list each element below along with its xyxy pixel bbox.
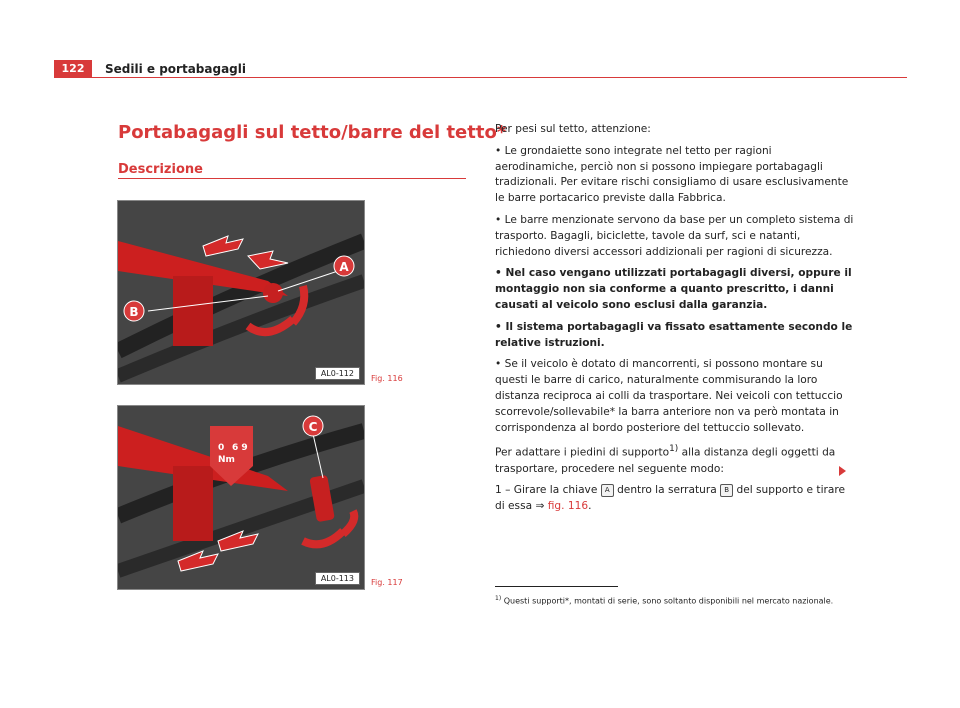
- figure-116-label: Fig. 116: [371, 374, 403, 383]
- paragraph-gutters: • Le grondaiette sono integrate nel tetto per ragioni aerodinamiche, perciò non si possono impiegare portabagagli tradizionali. Per evitare rischi consigliamo di usare esclusivamente le barre portacarico previste dalla Fabbrica.: [495, 144, 849, 205]
- footnote-mark: 1): [495, 595, 502, 602]
- figure-117-label: Fig. 117: [371, 578, 403, 587]
- paragraph-intro: Per pesi sul tetto, attenzione:: [495, 123, 651, 135]
- step-1-text-a: 1 – Girare la chiave: [495, 484, 601, 497]
- torque-value: 6 9: [232, 443, 248, 453]
- adjust-feet-text-a: Per adattare i piedini di supporto: [495, 446, 670, 459]
- header-title: Sedili e portabagagli: [105, 62, 246, 76]
- torque-unit: Nm: [218, 455, 235, 465]
- adjust-feet-text-b: alla distanza degli oggetti da trasportare, procedere nel seguente modo:: [495, 446, 836, 475]
- figure-117: [117, 405, 365, 590]
- callout-a: A: [339, 260, 349, 274]
- body-text: [495, 122, 855, 521]
- ref-b-badge: B: [720, 484, 733, 497]
- paragraph-warranty-warning: • Nel caso vengano utilizzati portabagagli diversi, oppure il montaggio non sia conforme a quanto prescritto, i danni causati al veicolo sono esclusi dalla garanzia.: [495, 267, 852, 311]
- callout-c: C: [308, 420, 318, 434]
- section-title: Portabagagli sul tetto/barre del tetto*: [118, 122, 507, 143]
- figure-116-code: AL0-112: [315, 367, 360, 380]
- paragraph-roof-rails: • Se il veicolo è dotato di mancorrenti, si possono montare su questi le barre di carico, naturalmente commisurando la loro distanza reciproca ai colli da trasportare. Nei veicoli con tettuccio scorrevole/sollevabile* la barra anteriore non va però montata in corrispondenza al bordo posteriore del tettuccio sollevato.: [495, 358, 843, 434]
- step-1-text-c: del supporto e tirare di essa ⇒: [495, 484, 846, 513]
- footnote-text: Questi supporti*, montati di serie, sono soltanto disponibili nel mercato nazionale.: [501, 596, 834, 606]
- step-1-text-b: dentro la serratura: [613, 484, 721, 497]
- page-number: 122: [54, 60, 92, 78]
- subtitle-rule: [118, 178, 466, 179]
- section-subtitle: Descrizione: [118, 162, 203, 177]
- figure-117-illustration: [118, 406, 364, 589]
- figure-116: [117, 200, 365, 385]
- paragraph-fixing-instructions: • Il sistema portabagagli va fissato esattamente secondo le relative istruzioni.: [495, 320, 853, 349]
- footnote-reference: 1): [669, 444, 679, 455]
- paragraph-transport-system: • Le barre menzionate servono da base per un completo sistema di trasporto. Bagagli, biciclette, tavole da surf, sci e natanti, richiedono diversi accessori addizionali per ragioni di sicurezza.: [495, 213, 854, 258]
- paragraph-adjust-feet: [495, 442, 855, 477]
- figure-117-code: AL0-113: [315, 572, 360, 585]
- step-1: [495, 483, 855, 515]
- footnote: [495, 595, 833, 606]
- footnote-rule: [495, 586, 618, 587]
- next-page-arrow-icon: [839, 466, 846, 476]
- fig-116-link[interactable]: fig. 116: [547, 500, 589, 513]
- callout-b: B: [129, 305, 139, 319]
- step-1-end: .: [588, 500, 592, 513]
- figure-116-illustration: [118, 201, 364, 384]
- header-rule: [92, 77, 907, 78]
- ref-a-badge: A: [601, 484, 614, 497]
- torque-zero: 0: [218, 443, 225, 453]
